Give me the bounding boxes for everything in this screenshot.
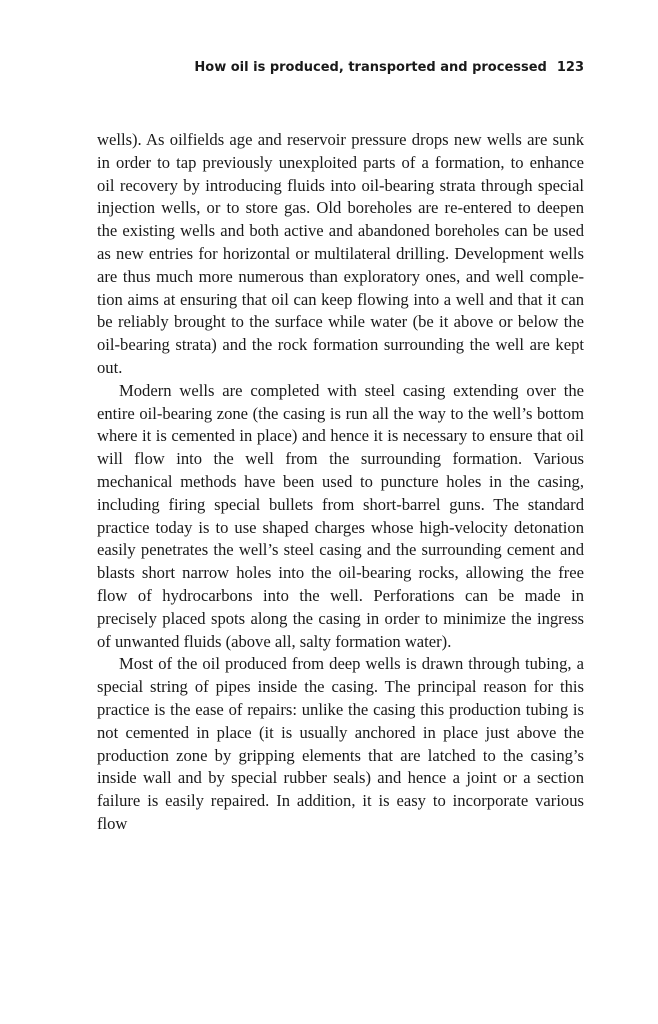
paragraph-continued: wells). As oilfields age and reservoir pressure drops new wells are sunk in order to tap previously unexploited parts of a formation, to enhance oil recovery by introducing fluids into oil-bearing strata through special injection wells, or to store gas. Old boreholes are re-entered to deepen the existing wells and both active and abandoned boreholes can be used as new entries for horizontal or multilateral drilling. Development wells are thus much more numerous than exploratory ones, and well completion aims at ensuring that oil can keep flowing into a well and that it can be reliably brought to the surface while water (be it above or below the oil-bearing strata) and the rock formation surrounding the well are kept out. [97, 130, 584, 377]
running-title: How oil is produced, transported and processed [194, 60, 547, 75]
paragraph-production-tubing: Most of the oil produced from deep wells is drawn through tubing, a special string of pipes inside the casing. The principal reason for this practice is the ease of repairs: unlike the casing this production tubing is not cemented in place (it is usually anchored in place just above the production zone by gripping elements that are latched to the casing’s inside wall and by special rubber seals) and hence a joint or a section failure is easily repaired. In addition, it is easy to incorporate various flow [97, 654, 584, 833]
paragraph-well-completion: Modern wells are completed with steel casing extending over the entire oil-bearing zone (the casing is run all the way to the well’s bottom where it is cemented in place) and hence it is necessary to ensure that oil will flow into the well from the surrounding formation. Various mechanical methods have been used to puncture holes in the casing, including firing special bullets from short-barrel guns. The standard practice today is to use shaped charges whose high-velocity detonation easily penetrates the well’s steel casing and the surrounding cement and blasts short narrow holes into the oil-bearing rocks, allowing the free flow of hydrocarbons into the well. Perforations can be made in precisely placed spots along the casing in order to minimize the ingress of unwanted fluids (above all, salty formation water). [97, 380, 584, 651]
page-number: 123 [556, 60, 584, 75]
running-head [97, 60, 584, 75]
body-text [97, 129, 584, 836]
